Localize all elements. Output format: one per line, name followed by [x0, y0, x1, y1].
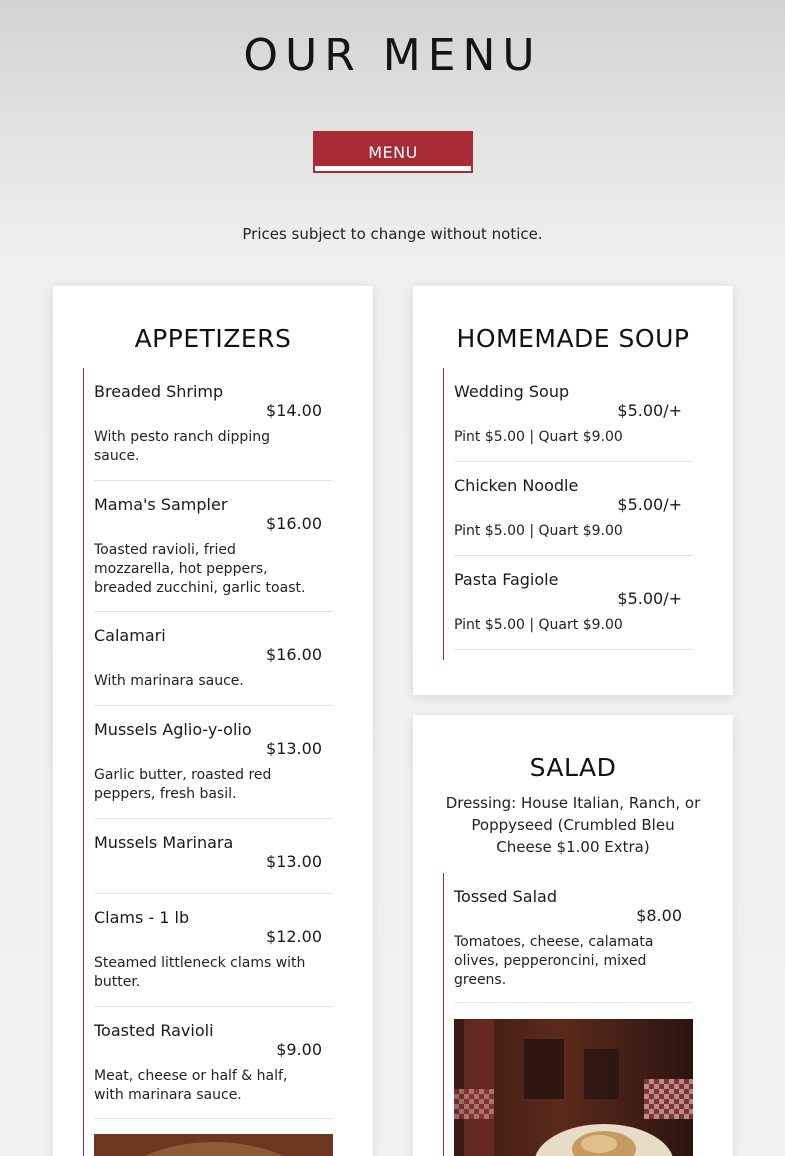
item-description: Toasted ravioli, fried mozzarella, hot peppers, breaded zucchini, garlic toast. [94, 542, 306, 596]
item-description: Pint $5.00 | Quart $9.00 [454, 617, 623, 633]
menu-item [94, 612, 333, 706]
ravioli-photo [94, 1134, 333, 1156]
item-name: Mussels Marinara [94, 833, 234, 852]
menu-item [94, 1007, 333, 1119]
soup-card [413, 286, 733, 695]
item-description: With pesto ranch dipping sauce. [94, 429, 270, 464]
menu-item [94, 894, 333, 1007]
item-name: Pasta Fagiole [454, 570, 559, 589]
menu-item [94, 706, 333, 819]
item-name: Clams - 1 lb [94, 908, 190, 927]
price-notice: Prices subject to change without notice. [242, 225, 543, 243]
item-name: Chicken Noodle [454, 476, 579, 495]
item-description: With marinara sauce. [94, 673, 244, 689]
salad-title: SALAD [529, 753, 617, 782]
item-name: Toasted Ravioli [94, 1021, 214, 1040]
menu-item [454, 368, 693, 462]
item-description: Tomatoes, cheese, calamata olives, pepperoncini, mixed greens. [454, 934, 654, 988]
soup-list [443, 368, 693, 660]
item-name: Mussels Aglio-y-olio [94, 720, 252, 739]
item-price: $8.00 [636, 906, 682, 925]
salad-dressing-note: Dressing: House Italian, Ranch, or Poppyseed (Crumbled Bleu Cheese $1.00 Extra) [445, 794, 701, 856]
item-price: $5.00/+ [617, 401, 682, 420]
item-price: $5.00/+ [617, 589, 682, 608]
item-description: Meat, cheese or half & half, with marinara sauce. [94, 1068, 288, 1103]
item-name: Wedding Soup [454, 382, 570, 401]
menu-item [94, 819, 333, 894]
soup-title: HOMEMADE SOUP [456, 324, 690, 353]
restaurant-photo [454, 1019, 693, 1156]
salad-card [413, 715, 733, 1156]
page-title: OUR MENU [243, 30, 542, 81]
appetizers-list [83, 368, 333, 1156]
item-price: $16.00 [266, 645, 322, 664]
item-price: $5.00/+ [617, 495, 682, 514]
menu-item [454, 462, 693, 556]
item-price: $9.00 [276, 1040, 322, 1059]
item-price: $13.00 [266, 852, 322, 871]
item-description: Pint $5.00 | Quart $9.00 [454, 429, 623, 445]
item-name: Mama's Sampler [94, 495, 228, 514]
item-name: Breaded Shrimp [94, 382, 224, 401]
item-description: Steamed littleneck clams with butter. [94, 955, 306, 990]
menu-item [94, 481, 333, 612]
salad-list [443, 873, 693, 1156]
menu-item [94, 368, 333, 481]
item-description: Garlic butter, roasted red peppers, fresh basil. [94, 767, 272, 802]
item-name: Calamari [94, 626, 166, 645]
appetizers-card [53, 286, 373, 1156]
item-description: Pint $5.00 | Quart $9.00 [454, 523, 623, 539]
menu-tab[interactable]: MENU [313, 131, 473, 173]
item-price: $16.00 [266, 514, 322, 533]
item-price: $12.00 [266, 927, 322, 946]
appetizers-title: APPETIZERS [134, 324, 292, 353]
item-price: $14.00 [266, 401, 322, 420]
item-name: Tossed Salad [454, 887, 557, 906]
menu-item [454, 556, 693, 650]
item-price: $13.00 [266, 739, 322, 758]
menu-item [454, 873, 693, 1003]
